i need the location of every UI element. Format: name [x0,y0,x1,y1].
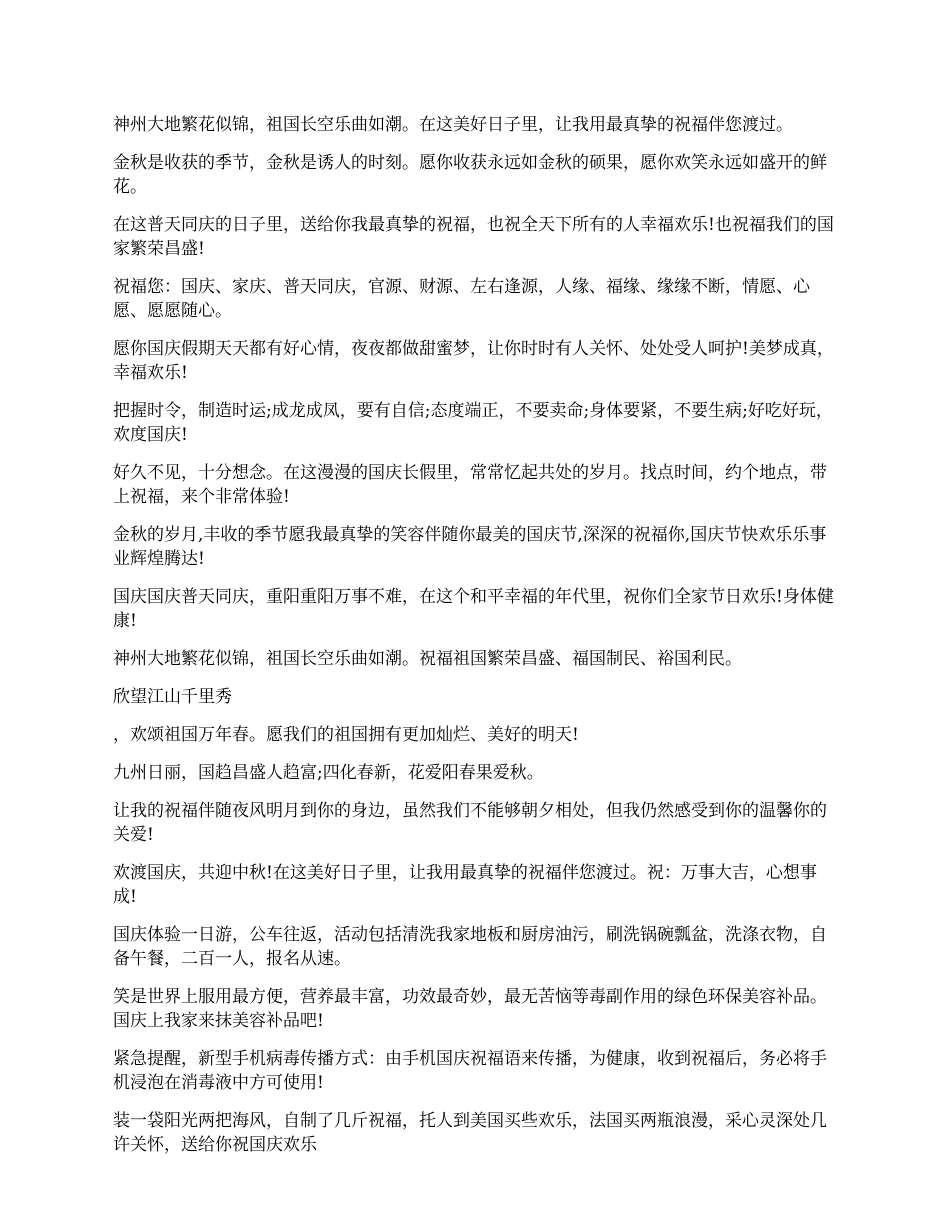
document-body [113,113,840,1171]
paragraph-8: 金秋的岁月,丰收的季节愿我最真挚的笑容伴随你最美的国庆节,深深的祝福你,国庆节快欢乐乐事业辉煌腾达! [113,525,827,569]
paragraph-18: 紧急提醒，新型手机病毒传播方式：由手机国庆祝福语来传播，为健康，收到祝福后，务必将手机浸泡在消毒液中方可使用! [113,1049,827,1093]
paragraph-5: 愿你国庆假期天天都有好心情，夜夜都做甜蜜梦，让你时时有人关怀、处处受人呵护!美梦成真，幸福欢乐! [113,339,834,383]
paragraph-1: 神州大地繁花似锦，祖国长空乐曲如潮。在这美好日子里，让我用最真挚的祝福伴您渡过。 [113,115,793,135]
paragraph-10: 神州大地繁花似锦，祖国长空乐曲如潮。祝福祖国繁荣昌盛、福国制民、裕国利民。 [113,649,742,669]
paragraph-4: 祝福您：国庆、家庆、普天同庆，官源、财源、左右逢源，人缘、福缘、缘缘不断，情愿、心愿、愿愿随心。 [113,277,810,321]
paragraph-19: 装一袋阳光两把海风，自制了几斤祝福，托人到美国买些欢乐，法国买两瓶浪漫，采心灵深处几许关怀，送给你祝国庆欢乐 [113,1111,827,1155]
paragraph-17: 笑是世界上服用最方便，营养最丰富，功效最奇妙，最无苦恼等毒副作用的绿色环保美容补品。国庆上我家来抹美容补品吧! [113,987,827,1031]
paragraph-3: 在这普天同庆的日子里，送给你我最真挚的祝福，也祝全天下所有的人幸福欢乐!也祝福我们的国家繁荣昌盛! [113,215,834,259]
paragraph-7: 好久不见，十分想念。在这漫漫的国庆长假里，常常忆起共处的岁月。找点时间，约个地点，带上祝福，来个非常体验! [113,463,827,507]
paragraph-12: ，欢颂祖国万年春。愿我们的祖国拥有更加灿烂、美好的明天! [113,725,579,745]
paragraph-2: 金秋是收获的季节，金秋是诱人的时刻。愿你收获永远如金秋的硕果，愿你欢笑永远如盛开的鲜花。 [113,153,827,197]
paragraph-16: 国庆体验一日游，公车往返，活动包括清洗我家地板和厨房油污，刷洗锅碗瓢盆，洗涤衣物，自备午餐，二百一人，报名从速。 [113,925,827,969]
paragraph-13: 九州日丽，国趋昌盛人趋富;四化春新，花爱阳春果爱秋。 [113,763,544,783]
paragraph-11: 欣望江山千里秀 [113,687,232,707]
paragraph-15: 欢渡国庆，共迎中秋!在这美好日子里，让我用最真挚的祝福伴您渡过。祝：万事大吉，心想事成! [113,863,817,907]
paragraph-14: 让我的祝福伴随夜风明月到你的身边，虽然我们不能够朝夕相处，但我仍然感受到你的温馨你的关爱! [113,801,827,845]
paragraph-9: 国庆国庆普天同庆，重阳重阳万事不难，在这个和平幸福的年代里，祝你们全家节日欢乐!身体健康! [113,587,834,631]
paragraph-6: 把握时令，制造时运;成龙成凤，要有自信;态度端正，不要卖命;身体要紧，不要生病;好吃好玩，欢度国庆! [113,401,833,445]
